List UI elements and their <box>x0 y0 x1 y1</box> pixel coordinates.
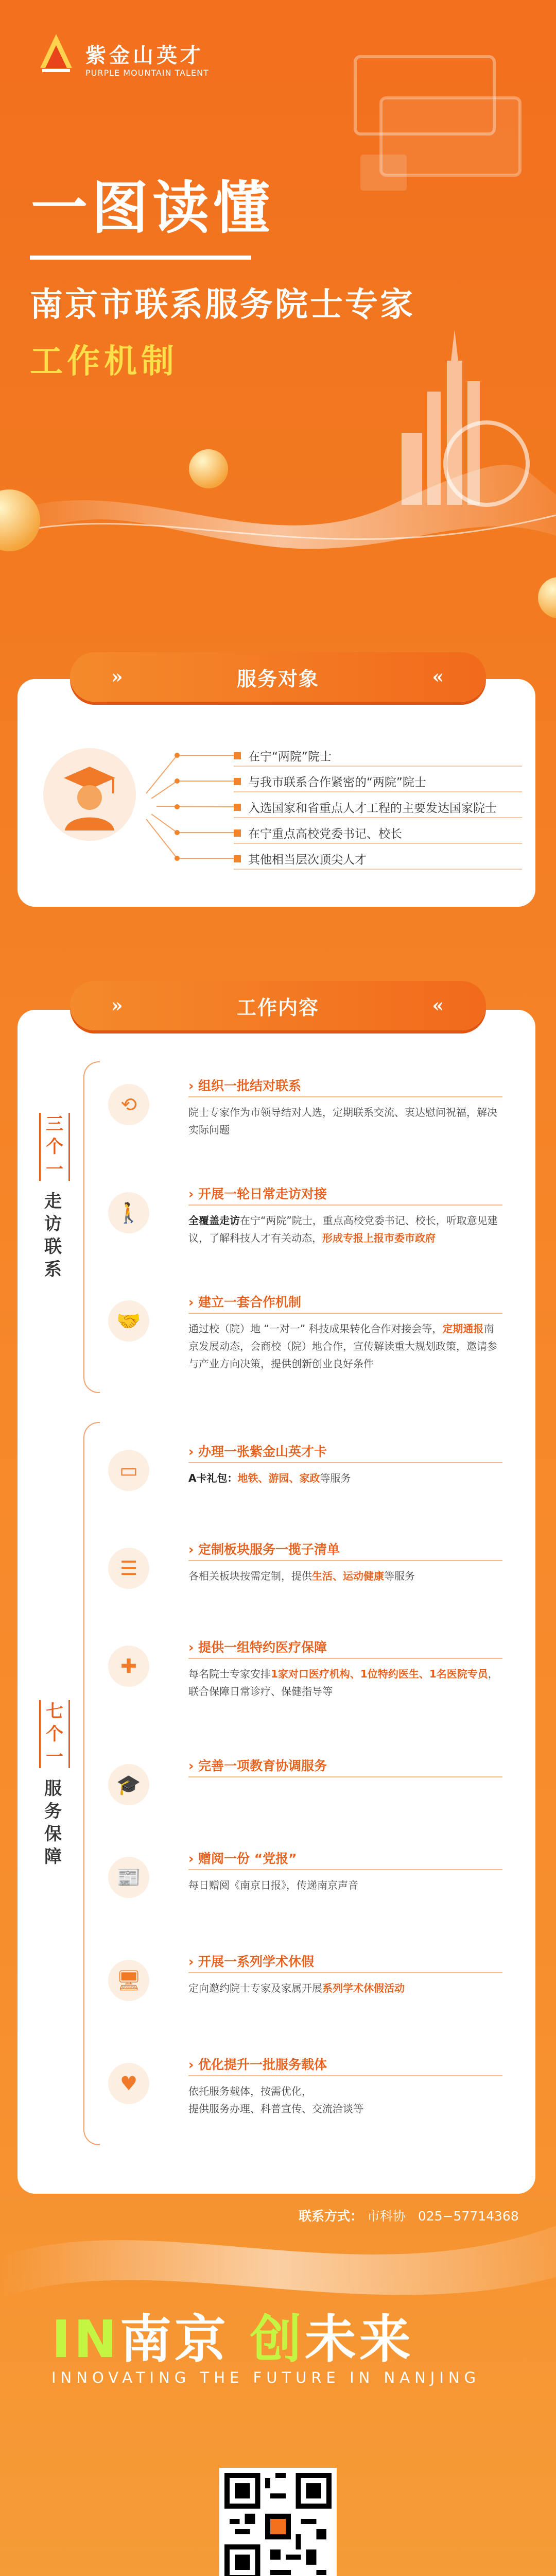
target-item: 在宁重点高校党委书记、校长 <box>234 824 402 841</box>
work-item: ✚ › 提供一组特约医疗保障 每名院士专家安排1家对口医疗机构、1位特约医生、1名医院专员，联合保障日常诊疗、保健指导等 <box>88 1633 520 1726</box>
slogan-en: INNOVATING THE FUTURE IN NANJING <box>51 2369 481 2386</box>
work-item: 🖥 › 开展一系列学术休假 定向邀约院士专家及家属开展系列学术休假活动 <box>88 1947 520 2025</box>
page-subtitle-2: 工作机制 <box>30 343 178 381</box>
brand-name-en: PURPLE MOUNTAIN TALENT <box>85 68 209 78</box>
group1-label: 走访联系 <box>44 1191 62 1280</box>
qr-code[interactable] <box>219 2468 337 2576</box>
graduation-cap-icon: 🎓 <box>108 1764 149 1805</box>
checklist-icon: ☰ <box>108 1548 149 1589</box>
connector-lines <box>136 742 234 876</box>
target-item: 其他相当层次顶尖人才 <box>234 850 367 867</box>
group2-label: 服务保障 <box>44 1778 62 1867</box>
scholar-avatar-icon <box>43 748 136 841</box>
page-title: 一图读懂 <box>31 175 274 241</box>
work-item: 📰 › 赠阅一份 “党报” 每日赠阅《南京日报》，传递南京声音 <box>88 1844 520 1922</box>
page-subtitle: 南京市联系服务院士专家 <box>30 286 415 324</box>
work-item: ⟲ › 组织一批结对联系 院士专家作为市领导结对人选，定期联系交流、衷达慰问祝福，解决实际问题 <box>88 1072 520 1164</box>
work-head-label: 工作内容 <box>236 995 319 1019</box>
brand-logo <box>38 32 223 89</box>
work-item: ▭ › 办理一张紫金山英才卡 A卡礼包：地铁、游园、家政等服务 <box>88 1437 520 1515</box>
heart-hand-icon: ♥ <box>108 2063 149 2104</box>
targets-head-label: 服务对象 <box>236 667 319 690</box>
work-item: 🚶 › 开展一轮日常走访对接 全覆盖走访在宁“两院”院士，重点高校党委书记、校长，听取意见建议，了解科技人才有关动态，形成专报上报市委市政府 <box>88 1180 520 1283</box>
handshake-icon: 🤝 <box>108 1300 149 1342</box>
group2-count: 七个一 <box>39 1700 70 1768</box>
group1-count: 三个一 <box>39 1113 70 1181</box>
qr-code-icon <box>224 2473 332 2576</box>
targets-section-header <box>70 652 486 702</box>
target-item: 在宁“两院”院士 <box>234 747 332 764</box>
walking-person-icon: 🚶 <box>108 1192 149 1233</box>
chevron-left-icon: « <box>432 995 445 1016</box>
pair-link-icon: ⟲ <box>108 1084 149 1125</box>
title-divider <box>30 256 251 260</box>
card-icon: ▭ <box>108 1450 149 1491</box>
chevron-left-icon: « <box>432 666 445 688</box>
work-item: ♥ › 优化提升一批服务载体 依托服务载体，按需优化， 提供服务办理、科普宣传、交流洽谈等 <box>88 2050 520 2143</box>
work-section-header <box>70 981 486 1030</box>
work-item: 🤝 › 建立一套合作机制 通过校（院）地 “一对一” 科技成果转化合作对接会等，定期通报南京发展动态，会商校（院）地合作，宣传解读重大规划政策，邀请参与产业方向决策，提供创新创业良好条件 <box>88 1288 520 1396</box>
brand-name: 紫金山英才 <box>85 43 204 67</box>
target-item: 入选国家和省重点人才工程的主要发达国家院士 <box>234 799 497 816</box>
mountain-logo-icon <box>38 32 74 75</box>
medical-shield-icon: ✚ <box>108 1646 149 1687</box>
newspaper-icon: 📰 <box>108 1857 149 1898</box>
chevron-right-icon: » <box>111 995 124 1016</box>
work-item: ☰ › 定制板块服务一揽子清单 各相关板块按需定制，提供生活、运动健康等服务 <box>88 1535 520 1613</box>
slogan: IN南京 创未来 <box>51 2309 414 2369</box>
contact-info: 联系方式： 市科协 025−57714368 <box>299 2209 519 2224</box>
chevron-right-icon: » <box>111 666 124 688</box>
target-item: 与我市联系合作紧密的“两院”院士 <box>234 773 426 790</box>
work-item: 🎓 › 完善一项教育协调服务 <box>88 1752 520 1819</box>
monitor-icon: 🖥 <box>108 1960 149 2001</box>
